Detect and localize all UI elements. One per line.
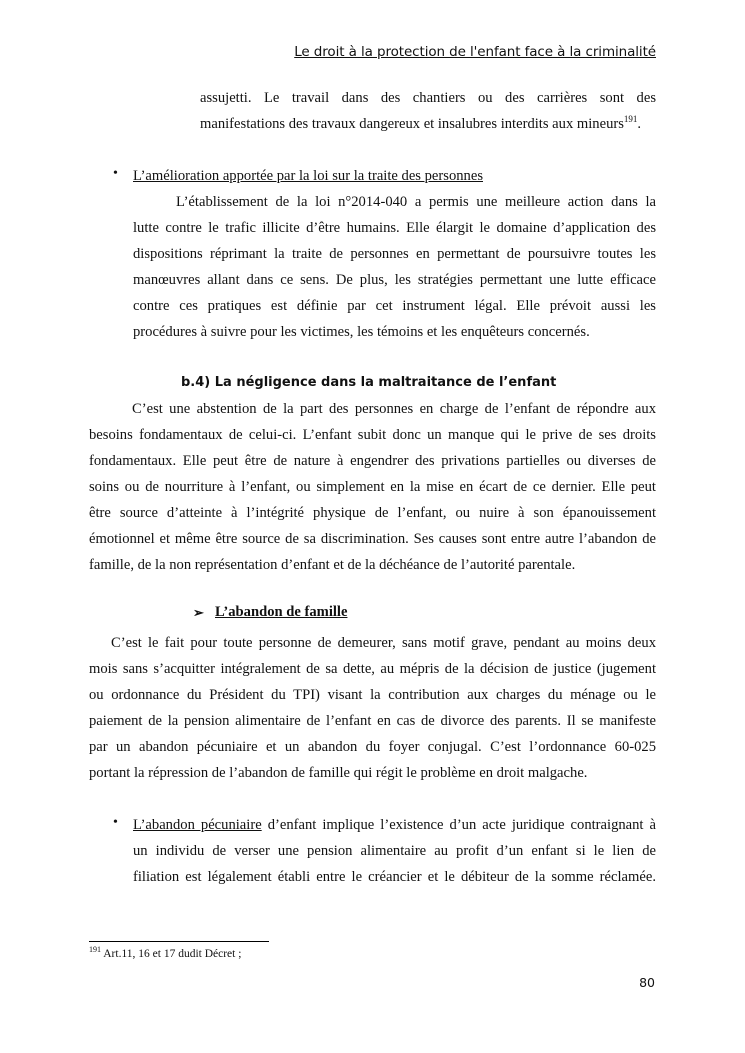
paragraph-line: émotionnel et même être source de sa discrimination. Ses causes sont entre autre l’abandon de bbox=[89, 531, 656, 547]
paragraph-line: lutte contre le trafic illicite d’être humains. Elle élargit le domaine d’application des bbox=[133, 220, 656, 236]
bullet-title-text: L’amélioration apportée par la loi sur la traite des personnes bbox=[133, 168, 483, 184]
paragraph-line: filiation est légalement établi entre le créancier et le débiteur de la somme réclamée. bbox=[133, 869, 656, 885]
term-underlined: L’abandon pécuniaire bbox=[133, 817, 262, 833]
paragraph-line: L’établissement de la loi n°2014-040 a permis une meilleure action dans la bbox=[176, 194, 656, 210]
arrow-bullet-icon: ➢ bbox=[193, 605, 204, 620]
traite-paragraph bbox=[133, 189, 656, 345]
paragraph-line: par un abandon pécuniaire et un abandon du foyer conjugal. C’est l’ordonnance 60-025 bbox=[89, 739, 656, 755]
pecuniaire-paragraph bbox=[133, 812, 656, 890]
paragraph-line: être source d’atteinte à l’intégrité physique de l’enfant, ou nuire à son épanouissement bbox=[89, 505, 656, 521]
footnote-reference: 191 bbox=[623, 114, 638, 125]
paragraph-line: L’abandon pécuniaire d’enfant implique l’existence d’un acte juridique contraignant à bbox=[133, 817, 656, 833]
subsection-heading: L’abandon de famille bbox=[215, 604, 348, 620]
abandon-paragraph bbox=[89, 630, 656, 786]
footnote bbox=[89, 945, 242, 960]
paragraph-line: C’est une abstention de la part des personnes en charge de l’enfant de répondre aux bbox=[132, 401, 656, 417]
paragraph-line: procédures à suivre pour les victimes, les témoins et les enquêteurs concernés. bbox=[133, 324, 590, 340]
paragraph-line: besoins fondamentaux de celui-ci. L’enfant subit donc un manque qui le prive de ses droits bbox=[89, 427, 656, 443]
paragraph-line: famille, de la non représentation d’enfant et de la déchéance de l’autorité parentale. bbox=[89, 557, 576, 573]
b4-paragraph bbox=[89, 396, 656, 578]
running-header: Le droit à la protection de l'enfant face à la criminalité bbox=[294, 44, 656, 60]
page-number: 80 bbox=[639, 975, 655, 990]
paragraph-line: portant la répression de l’abandon de famille qui régit le problème en droit malgache. bbox=[89, 765, 588, 781]
paragraph-line: C’est le fait pour toute personne de demeurer, sans motif grave, pendant au moins deux bbox=[111, 635, 656, 651]
paragraph-line: manœuvres allant dans ce sens. De plus, les stratégies permettant une lutte efficace bbox=[133, 272, 656, 288]
footnote-separator bbox=[89, 941, 269, 942]
footnote-number: 191 bbox=[89, 945, 101, 955]
paragraph-line: dispositions réprimant la traite de personnes en permettant de poursuivre toutes les bbox=[133, 246, 656, 262]
paragraph-line: assujetti. Le travail dans des chantiers ou des carrières sont des bbox=[200, 90, 656, 106]
paragraph-line: paiement de la pension alimentaire de l’enfant en cas de divorce des parents. Il se manifeste bbox=[89, 713, 656, 729]
paragraph-line: manifestations des travaux dangereux et insalubres interdits aux mineurs$^{191}$. bbox=[200, 114, 642, 132]
paragraph-line: contre ces pratiques est définie par cet instrument légal. Elle prévoit aussi les bbox=[133, 298, 656, 314]
paragraph-line: mois sans s’acquitter intégralement de sa dette, au mépris de la décision de justice (jugement bbox=[89, 661, 656, 677]
bullet-title bbox=[133, 163, 653, 189]
footnote-text: Art.11, 16 et 17 dudit Décret ; bbox=[101, 948, 242, 960]
continuation-paragraph bbox=[200, 85, 656, 137]
paragraph-line: ou ordonnance du Président du TPI) visant la contribution aux charges du ménage ou le bbox=[89, 687, 656, 703]
paragraph-line: fondamentaux. Elle peut être de nature à engendrer des privations partielles ou diverses de bbox=[89, 453, 656, 469]
section-heading: b.4) La négligence dans la maltraitance de l’enfant bbox=[181, 375, 557, 390]
paragraph-line: un individu de verser une pension alimentaire au profit d’un enfant si le lien de bbox=[133, 843, 656, 859]
bullet-marker: • bbox=[113, 166, 118, 181]
bullet-marker: • bbox=[113, 815, 118, 830]
paragraph-line: soins ou de nourriture à l’enfant, ou simplement en la mise en écart de ce dernier. Elle peut bbox=[89, 479, 656, 495]
